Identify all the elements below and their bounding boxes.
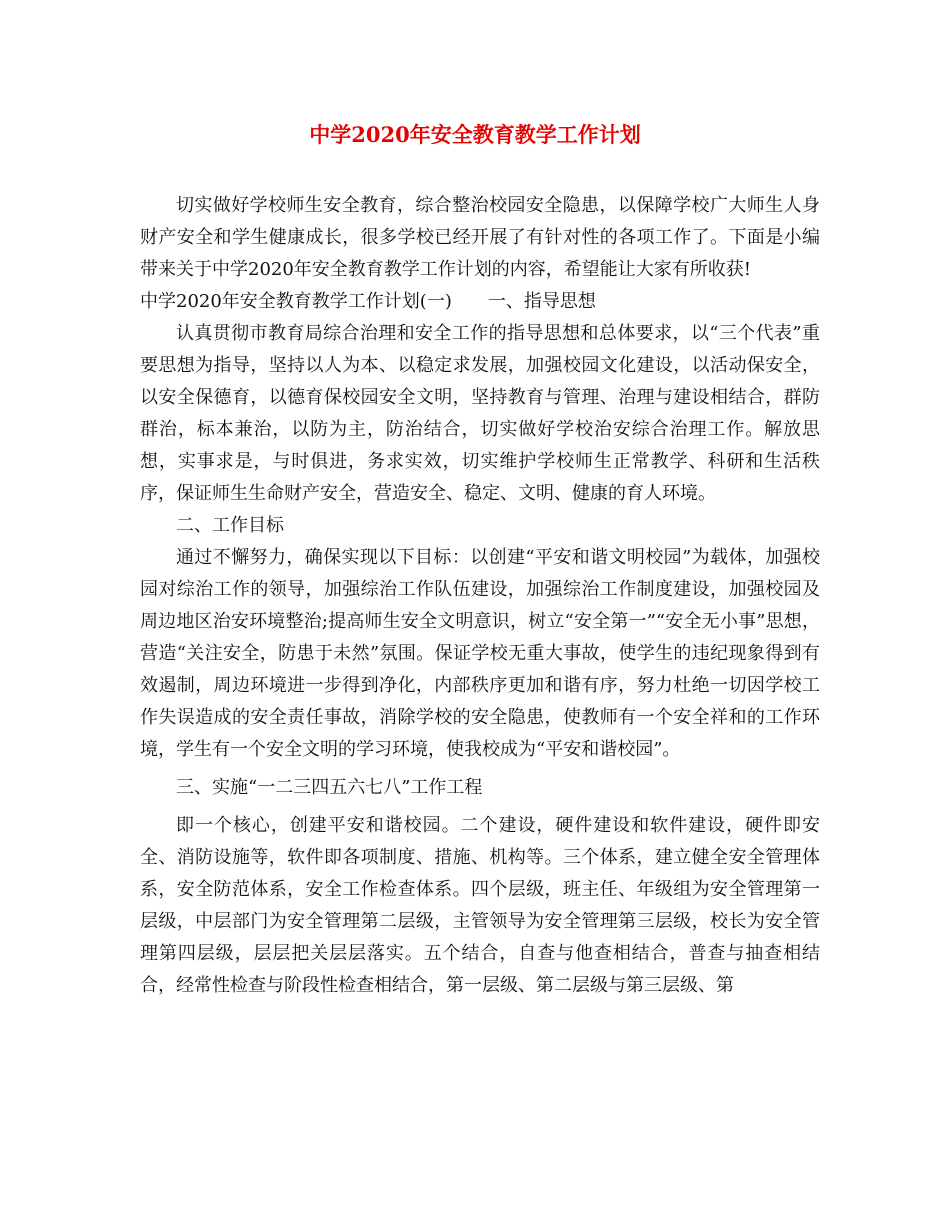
section-two-heading: 二、工作目标 xyxy=(176,515,284,536)
project-paragraph: 即一个核心，创建平安和谐校园。二个建设，硬件建设和软件建设，硬件即安全、消防设施等，软件即各项制度、措施、机构等。三个体系，建立健全安全管理体系，安全防范体系，安全工作检查体系。四个层级，班主任、年级组为安全管理第一层级，中层部门为安全管理第二层级，主管领导为安全管理第三层级，校长为安全管理第四层级，层层把关层层落实。五个结合，自查与他查相结合，普查与抽查相结合，经常性检查与阶段性检查相结合，第一层级、第二层级与第三层级、第 xyxy=(140,815,820,996)
guiding-thought-paragraph: 认真贯彻市教育局综合治理和安全工作的指导思想和总体要求，以“三个代表”重要思想为指导，坚持以人为本、以稳定求发展，加强校园文化建设，以活动保安全，以安全保德育，以德育保校园安全文明，坚持教育与管理、治理与建设相结合，群防群治，标本兼治，以防为主，防治结合，切实做好学校治安综合治理工作。解放思想，实事求是，与时俱进，务求实效，切实维护学校师生正常教学、科研和生活秩序，保证师生生命财产安全，营造安全、稳定、文明、健康的育人环境。 xyxy=(140,323,820,504)
section-three-heading: 三、实施“一二三四五六七八”工作工程 xyxy=(176,777,483,798)
document-body xyxy=(140,190,820,1002)
section-one-heading-line: 中学2020年安全教育教学工作计划(一) 一、指导思想 xyxy=(140,291,596,312)
document-title: 中学2020年安全教育教学工作计划 xyxy=(309,122,641,147)
work-goals-paragraph: 通过不懈努力，确保实现以下目标：以创建“平安和谐文明校园”为载体，加强校园对综治工作的领导，加强综治工作队伍建设，加强综治工作制度建设，加强校园及周边地区治安环境整治;提高师生安全文明意识，树立“安全第一”“安全无小事”思想，营造“关注安全，防患于未然”氛围。保证学校无重大事故，使学生的违纪现象得到有效遏制，周边环境进一步得到净化，内部秩序更加和谐有序，努力杜绝一切因学校工作失误造成的安全责任事故，消除学校的安全隐患，使教师有一个安全祥和的工作环境，学生有一个安全文明的学习环境，使我校成为“平安和谐校园”。 xyxy=(140,547,820,760)
intro-paragraph: 切实做好学校师生安全教育，综合整治校园安全隐患，以保障学校广大师生人身财产安全和学生健康成长，很多学校已经开展了有针对性的各项工作了。下面是小编带来关于中学2020年安全教育教学工作计划的内容，希望能让大家有所收获! xyxy=(140,195,820,280)
